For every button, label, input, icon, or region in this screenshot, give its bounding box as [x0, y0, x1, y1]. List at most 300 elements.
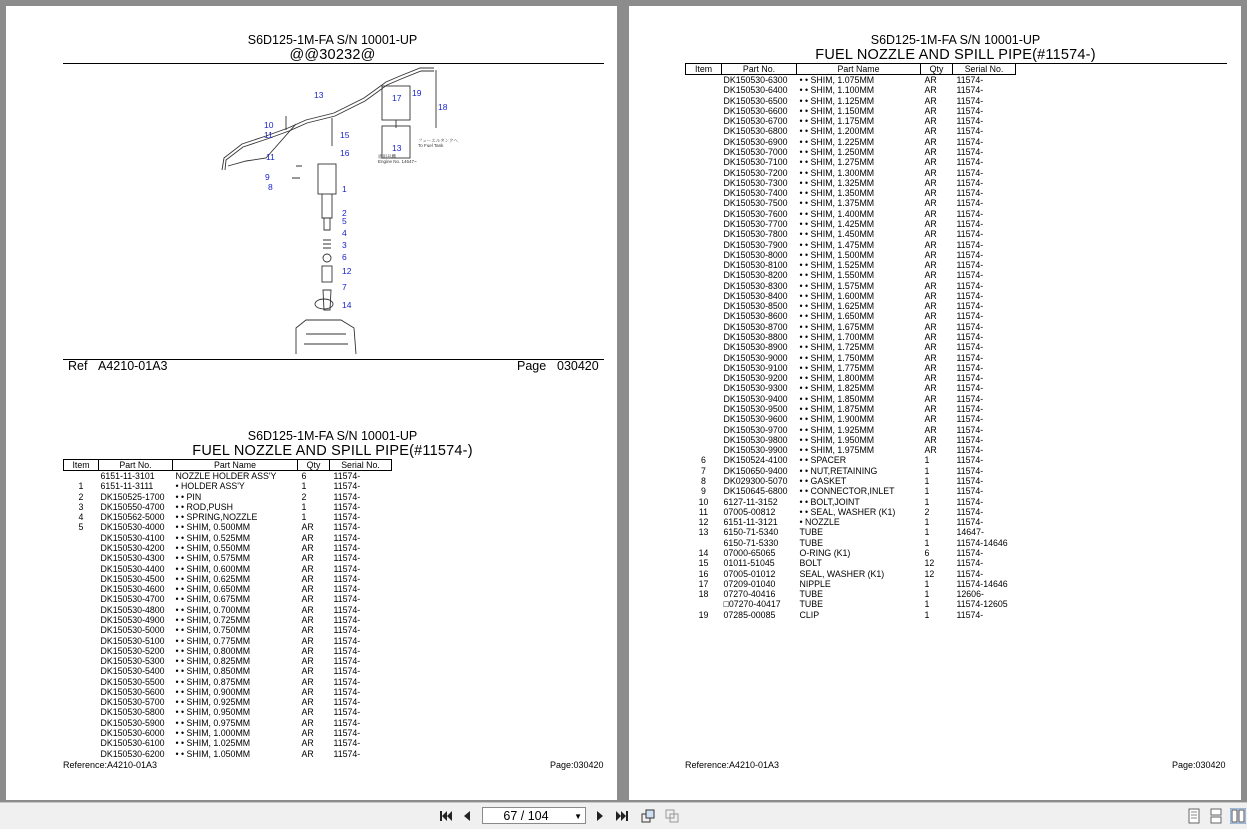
footer-page: Page:030420: [550, 760, 604, 770]
part-number: DK150530-7200: [723, 167, 788, 178]
part-number: 6151-11-3101: [100, 471, 155, 481]
callout: 2: [342, 208, 347, 218]
serial-number: 11574-: [956, 414, 984, 425]
part-name: • • SHIM, 1.700MM: [799, 332, 875, 343]
last-page-icon[interactable]: [614, 808, 630, 824]
quantity: AR: [301, 532, 314, 543]
left-page: [6, 6, 617, 800]
serial-number: 11574-: [333, 491, 361, 502]
serial-number: 11574-: [333, 522, 361, 533]
part-name: • • SHIM, 1.325MM: [799, 177, 875, 188]
serial-number: 11574-: [956, 229, 984, 240]
col-header-item: Item: [686, 64, 722, 75]
part-name: • • SHIM, 1.375MM: [799, 198, 875, 209]
serial-number: 11574-: [956, 75, 984, 85]
item-number: [686, 353, 722, 363]
serial-number: 11574-: [956, 486, 984, 497]
part-name: • • SHIM, 1.275MM: [799, 157, 875, 168]
ref-label: Ref: [68, 359, 88, 373]
quantity: AR: [924, 321, 937, 332]
item-number: 17: [698, 578, 709, 589]
serial-number: 11574-: [956, 85, 984, 96]
part-number: DK150530-8400: [723, 290, 788, 301]
quantity: AR: [924, 445, 937, 456]
part-name: • • GASKET: [799, 475, 847, 486]
part-number: DK150530-4700: [100, 594, 165, 605]
serial-number: 11574-: [956, 465, 984, 476]
quantity: AR: [301, 738, 314, 749]
item-number: [686, 75, 722, 86]
continuous-view-icon[interactable]: [1208, 808, 1224, 824]
table-row: [686, 527, 1016, 537]
serial-number: 14647-: [956, 527, 984, 538]
quantity: AR: [924, 85, 937, 96]
serial-number: 11574-: [956, 136, 984, 147]
table-row: [686, 486, 1016, 496]
serial-number: 11574-: [333, 573, 361, 584]
part-number: DK150530-6700: [723, 116, 788, 127]
quantity: AR: [924, 136, 937, 147]
part-number: DK150530-9300: [723, 383, 788, 394]
part-name: • • SHIM, 1.875MM: [799, 404, 875, 414]
part-name: • • SHIM, 0.975MM: [175, 717, 251, 728]
serial-number: 11574-: [333, 707, 361, 718]
previous-page-icon[interactable]: [459, 808, 475, 824]
part-number: DK150530-6900: [723, 136, 788, 147]
part-name: • • SHIM, 1.775MM: [799, 362, 875, 373]
fit-page-icon[interactable]: [664, 808, 680, 824]
part-name: • • SHIM, 1.725MM: [799, 342, 875, 353]
table-row: [686, 497, 1016, 507]
part-number: DK150530-7100: [723, 157, 788, 168]
part-name: BOLT: [799, 558, 822, 569]
quantity: AR: [924, 239, 937, 250]
page-number-select[interactable]: [482, 807, 586, 824]
item-number: [686, 168, 722, 178]
serial-number: 12606-: [956, 589, 984, 600]
part-name: • NOZZLE: [799, 517, 840, 528]
part-number: DK150530-8600: [723, 311, 788, 322]
item-number: [686, 106, 722, 116]
single-page-view-icon[interactable]: [1186, 808, 1202, 824]
part-name: • • SHIM, 1.350MM: [799, 188, 875, 199]
table-row: [686, 353, 1016, 363]
chevron-down-icon: ▼: [574, 812, 582, 821]
table-row: [64, 605, 392, 615]
item-number: [686, 322, 722, 332]
table-row: [686, 373, 1016, 383]
table-row: [64, 481, 392, 491]
serial-number: 11574-: [956, 95, 984, 106]
table-row: [686, 425, 1016, 435]
serial-number: 11574-: [333, 748, 361, 759]
table-row: [686, 96, 1016, 106]
item-number: [686, 188, 722, 198]
part-name: • • SHIM, 1.825MM: [799, 383, 875, 394]
part-name: • • SHIM, 1.475MM: [799, 239, 875, 250]
table-row: [686, 281, 1016, 291]
serial-number: 11574-: [956, 332, 984, 343]
part-name: TUBE: [799, 537, 823, 548]
part-name: • • SHIM, 1.025MM: [175, 738, 251, 749]
table-row: [64, 615, 392, 625]
part-number: DK150530-8000: [723, 249, 788, 260]
serial-number: 11574-: [333, 738, 361, 749]
table-row: [686, 75, 1016, 86]
quantity: AR: [924, 157, 937, 168]
parts-table: [685, 63, 1016, 620]
part-name: • • SHIM, 1.250MM: [799, 146, 875, 157]
quantity: AR: [924, 95, 937, 106]
table-subtitle: FUEL NOZZLE AND SPILL PIPE(#11574-): [815, 47, 1096, 63]
serial-number: 11574-: [956, 475, 984, 486]
quantity: AR: [924, 290, 937, 301]
table-row: [686, 322, 1016, 332]
col-header-partno: Part No.: [99, 460, 173, 471]
part-number: DK150530-4300: [100, 553, 165, 564]
serial-number: 11574-: [956, 157, 984, 168]
item-number: [686, 599, 722, 609]
part-number: DK150530-5500: [100, 676, 165, 687]
serial-number: 11574-: [956, 517, 984, 528]
serial-number: 11574-: [333, 563, 361, 574]
part-number: DK150530-4200: [100, 542, 165, 553]
header-rule: [1015, 63, 1227, 64]
quantity: AR: [924, 332, 937, 343]
part-name: • • SHIM, 1.575MM: [799, 280, 875, 291]
part-number: DK150530-9200: [723, 373, 788, 384]
table-row: [686, 558, 1016, 568]
part-name: • • SHIM, 1.925MM: [799, 424, 875, 435]
item-number: [686, 435, 722, 445]
item-number: [686, 260, 722, 270]
quantity: 12: [924, 558, 935, 569]
part-name: • • SHIM, 0.850MM: [175, 666, 251, 677]
item-number: [686, 157, 722, 167]
serial-number: 11574-: [333, 512, 361, 523]
quantity: AR: [924, 126, 937, 137]
quantity: AR: [924, 393, 937, 404]
col-header-partname: Part Name: [173, 460, 298, 471]
part-number: DK150530-8900: [723, 342, 788, 353]
item-number: [686, 270, 722, 280]
part-name: TUBE: [799, 599, 823, 610]
table-row: [686, 301, 1016, 311]
table-row: [686, 394, 1016, 404]
item-number: [686, 445, 722, 455]
item-number: [686, 414, 722, 424]
table-row: [64, 584, 392, 594]
serial-number: 11574-: [956, 455, 984, 466]
quantity: AR: [301, 563, 314, 574]
col-header-item: Item: [64, 460, 99, 471]
col-header-qty: Qty: [298, 460, 330, 471]
table-row: [686, 270, 1016, 280]
table-row: [686, 569, 1016, 579]
part-name: • • SHIM, 0.600MM: [175, 563, 251, 574]
serial-number: 11574-: [956, 198, 984, 209]
diagram-code: @@30232@: [289, 47, 376, 63]
quantity: AR: [301, 542, 314, 553]
quantity: AR: [924, 424, 937, 435]
quantity: AR: [301, 697, 314, 708]
item-number: [64, 615, 99, 625]
part-name: TUBE: [799, 527, 823, 538]
callout: 12: [342, 266, 352, 276]
part-name: • • SHIM, 0.700MM: [175, 604, 251, 615]
table-row: [686, 445, 1016, 455]
serial-number: 11574-: [333, 553, 361, 564]
quantity: AR: [301, 707, 314, 718]
item-number: 18: [698, 589, 709, 600]
part-name: • • SHIM, 1.900MM: [799, 414, 875, 425]
part-name: • • SHIM, 1.450MM: [799, 229, 875, 240]
part-name: • • SHIM, 0.725MM: [175, 614, 251, 625]
item-number: [686, 209, 722, 219]
part-number: DK150530-7900: [723, 239, 788, 250]
part-name: • • SHIM, 1.525MM: [799, 260, 875, 271]
part-number: DK150530-6800: [723, 126, 788, 137]
item-number: [686, 425, 722, 435]
serial-number: 11574-: [956, 188, 984, 199]
page-label: Page: [517, 359, 547, 373]
serial-number: 11574-: [956, 311, 984, 322]
item-number: [64, 677, 99, 687]
part-name: • • SHIM, 0.575MM: [175, 553, 251, 564]
item-number: [686, 538, 722, 548]
table-row: [64, 502, 392, 512]
part-number: DK150530-4600: [100, 584, 165, 595]
item-number: [686, 126, 722, 136]
table-row: [686, 466, 1016, 476]
item-number: [64, 636, 99, 646]
part-number: DK150530-4800: [100, 604, 165, 615]
part-number: DK150530-6500: [723, 95, 788, 106]
item-number: 12: [698, 517, 709, 528]
part-name: • • SHIM, 1.175MM: [799, 116, 875, 127]
parts-diagram: [206, 58, 466, 360]
table-row: [64, 728, 392, 738]
part-name: • • SHIM, 1.425MM: [799, 218, 875, 229]
quantity: AR: [301, 584, 314, 595]
item-number: [64, 738, 99, 748]
col-header-partno: Part No.: [722, 64, 797, 75]
table-row: [686, 209, 1016, 219]
item-number: [64, 625, 99, 635]
part-name: • • SHIM, 0.625MM: [175, 573, 251, 584]
table-row: [64, 636, 392, 646]
table-row: [686, 332, 1016, 342]
rotate-view-icon[interactable]: [640, 808, 656, 824]
item-number: [64, 553, 99, 563]
part-number: DK150530-8100: [723, 260, 788, 271]
pdf-toolbar: [0, 802, 1247, 829]
two-page-view-icon[interactable]: [1230, 808, 1246, 824]
part-number: DK150530-9500: [723, 404, 788, 414]
serial-number: 11574-: [956, 496, 984, 507]
serial-number: 11574-: [956, 116, 984, 127]
item-number: 15: [698, 558, 709, 569]
part-name: • • PIN: [175, 491, 202, 502]
part-name: • • SHIM, 1.500MM: [799, 249, 875, 260]
table-row: [64, 574, 392, 584]
part-number: DK150530-8700: [723, 321, 788, 332]
quantity: AR: [924, 198, 937, 209]
table-row: [686, 507, 1016, 517]
item-number: [686, 229, 722, 239]
serial-number: 11574-: [333, 697, 361, 708]
serial-number: 11574-: [956, 434, 984, 445]
item-number: 3: [78, 501, 84, 512]
serial-number: 11574-: [956, 146, 984, 157]
part-number: DK150530-4500: [100, 573, 165, 584]
quantity: 1: [924, 578, 930, 589]
part-number: 07285-00085: [723, 609, 776, 620]
next-page-icon[interactable]: [592, 808, 608, 824]
quantity: AR: [301, 635, 314, 646]
part-name: • • SHIM, 1.225MM: [799, 136, 875, 147]
part-name: • • SHIM, 1.750MM: [799, 352, 875, 363]
part-number: 07005-01012: [723, 568, 776, 579]
serial-number: 11574-: [333, 471, 361, 481]
quantity: AR: [924, 146, 937, 157]
table-row: [64, 625, 392, 635]
part-name: • • SHIM, 1.000MM: [175, 728, 251, 739]
part-name: TUBE: [799, 589, 823, 600]
item-number: [64, 707, 99, 717]
callout: 1: [342, 184, 347, 194]
quantity: AR: [924, 167, 937, 178]
item-number: 13: [698, 527, 709, 538]
part-number: DK150530-5600: [100, 686, 165, 697]
quantity: AR: [301, 645, 314, 656]
part-name: • • SHIM, 1.975MM: [799, 445, 875, 456]
callout: 17: [392, 93, 402, 103]
serial-number: 11574-: [333, 604, 361, 615]
part-number: DK150530-5100: [100, 635, 165, 646]
table-row: [64, 687, 392, 697]
part-number: DK029300-5070: [723, 475, 788, 486]
part-number: DK150530-8500: [723, 301, 788, 312]
table-row: [686, 383, 1016, 393]
table-row: [64, 492, 392, 502]
part-number: DK150530-7700: [723, 218, 788, 229]
quantity: AR: [924, 177, 937, 188]
serial-number: 11574-: [956, 609, 984, 620]
table-row: [686, 599, 1016, 609]
callout: 7: [342, 282, 347, 292]
serial-number: 11574-: [956, 105, 984, 116]
part-number: DK150530-5300: [100, 656, 165, 667]
part-number: DK150530-9700: [723, 424, 788, 435]
table-row: [64, 471, 392, 482]
part-number: DK150530-6600: [723, 105, 788, 116]
part-number: DK150530-8300: [723, 280, 788, 291]
table-row: [64, 564, 392, 574]
serial-number: 11574-: [956, 208, 984, 219]
item-number: [686, 373, 722, 383]
part-name: • • SHIM, 1.100MM: [799, 85, 875, 96]
tank-note: To Fuel Tank: [418, 143, 444, 148]
table-row: [686, 250, 1016, 260]
item-number: [64, 594, 99, 604]
first-page-icon[interactable]: [438, 808, 454, 824]
quantity: AR: [924, 116, 937, 127]
part-number: DK150530-6000: [100, 728, 165, 739]
table-row: [686, 126, 1016, 136]
table-row: [686, 188, 1016, 198]
serial-number: 11574-: [333, 666, 361, 677]
table-row: [64, 749, 392, 759]
table-row: [64, 718, 392, 728]
part-name: • • SHIM, 1.950MM: [799, 434, 875, 445]
serial-number: 11574-: [333, 686, 361, 697]
part-number: DK150530-6400: [723, 85, 788, 96]
callout-labels: [264, 88, 448, 310]
serial-number: 11574-: [956, 167, 984, 178]
quantity: AR: [924, 249, 937, 260]
item-number: [64, 646, 99, 656]
table-row: [686, 311, 1016, 321]
table-subtitle: FUEL NOZZLE AND SPILL PIPE(#11574-): [192, 443, 473, 459]
serial-number: 11574-: [333, 594, 361, 605]
item-number: 16: [698, 568, 709, 579]
table-row: [686, 240, 1016, 250]
part-number: 6151-11-3121: [723, 517, 778, 528]
table-row: [686, 260, 1016, 270]
item-number: [686, 291, 722, 301]
item-number: [64, 718, 99, 728]
part-number: DK150530-8800: [723, 332, 788, 343]
quantity: AR: [301, 686, 314, 697]
item-number: [64, 687, 99, 697]
col-header-qty: Qty: [921, 64, 953, 75]
callout: 5: [342, 216, 347, 226]
callout: 11: [266, 152, 275, 162]
table-row: [64, 522, 392, 532]
callout: 11: [264, 130, 273, 140]
quantity: 1: [301, 481, 307, 492]
callout: 10: [264, 120, 274, 130]
part-number: 6151-11-3111: [100, 481, 154, 492]
quantity: 1: [924, 486, 930, 497]
part-name: • • SHIM, 0.925MM: [175, 697, 251, 708]
quantity: AR: [924, 229, 937, 240]
callout: 13: [314, 90, 324, 100]
item-number: [686, 404, 722, 414]
part-name: • • SPACER: [799, 455, 847, 466]
table-row: [686, 435, 1016, 445]
item-number: 7: [701, 465, 706, 476]
page-value: 030420: [557, 359, 599, 373]
quantity: AR: [924, 188, 937, 199]
part-number: DK150530-7300: [723, 177, 788, 188]
serial-number: 11574-: [333, 717, 361, 728]
table-row: [686, 168, 1016, 178]
table-title: S6D125-1M-FA S/N 10001-UP: [247, 429, 418, 443]
page-indicator: 67 / 104: [503, 809, 549, 823]
table-row: [64, 697, 392, 707]
engine-note: Engine No. 14647~: [378, 159, 417, 164]
part-name: • • SHIM, 1.850MM: [799, 393, 875, 404]
item-number: [64, 471, 99, 482]
table-row: [686, 178, 1016, 188]
quantity: 1: [924, 455, 930, 466]
part-number: DK150562-5000: [100, 512, 165, 523]
quantity: AR: [924, 208, 937, 219]
quantity: AR: [924, 373, 937, 384]
part-name: NOZZLE HOLDER ASS'Y: [175, 471, 277, 481]
